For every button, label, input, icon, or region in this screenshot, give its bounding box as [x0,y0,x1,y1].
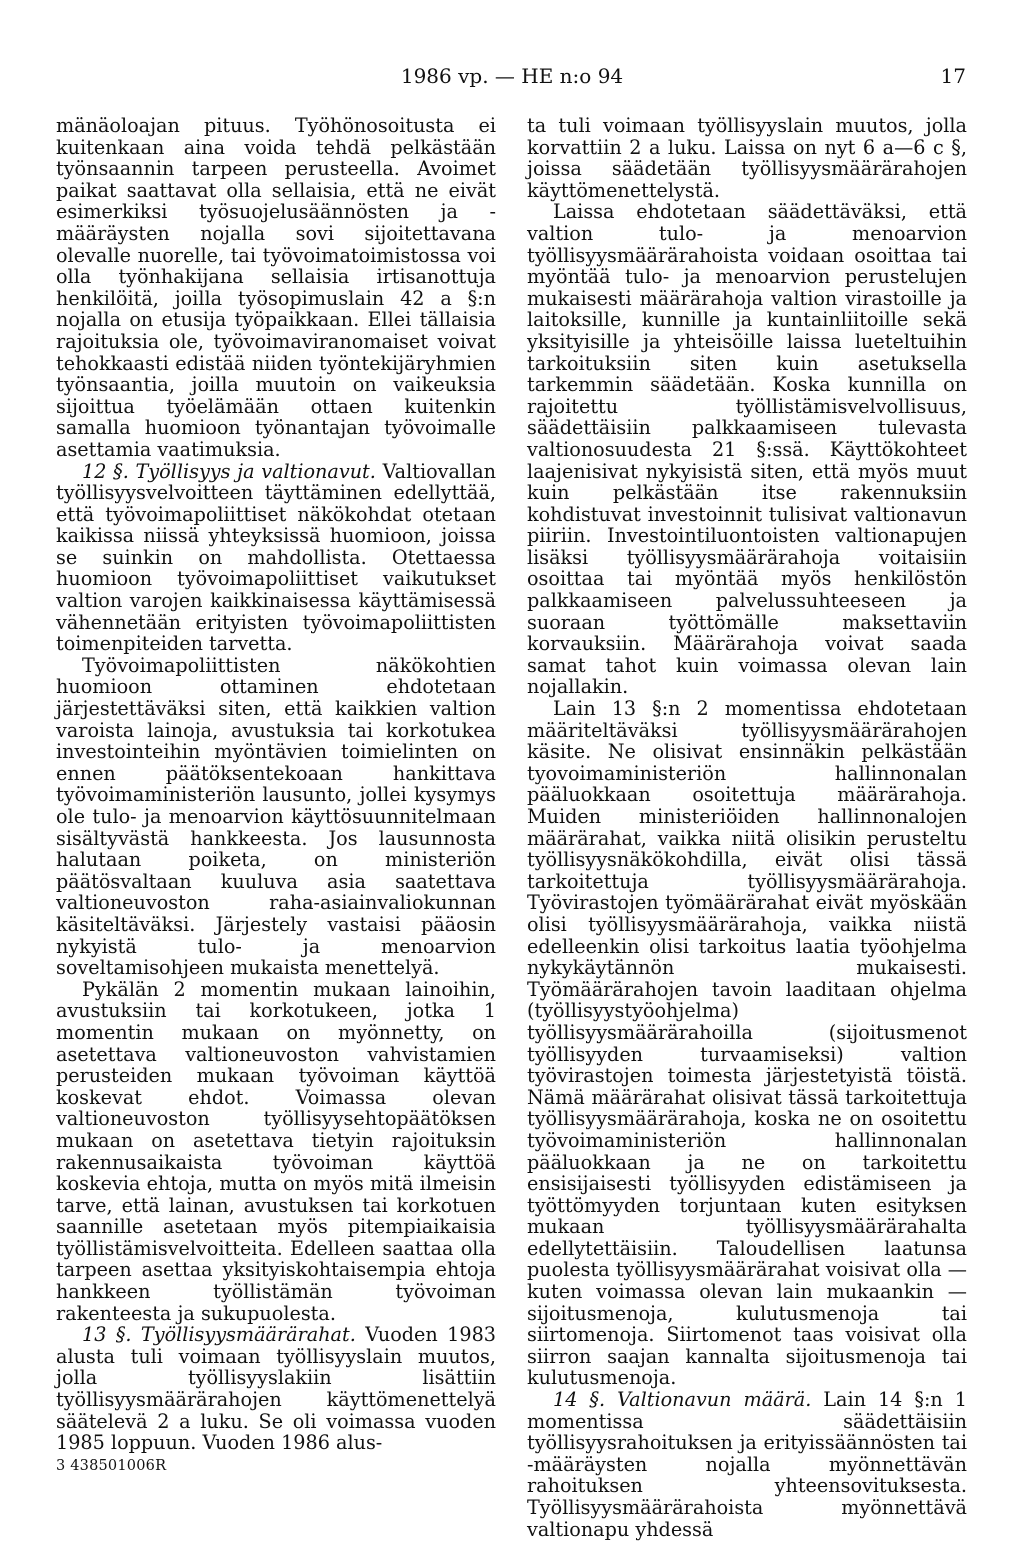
running-title: 1986 vp. — HE n:o 94 [400,64,624,88]
left-column [56,115,496,1454]
paragraph: ta tuli voimaan työllisyyslain muutos, jolla korvattiin 2 a luku. Laissa on nyt 6 a—6 c §, joissa säädetään työllisyysmäärärahojen käyttömenettelystä. [527,114,967,202]
section-14-title: 14 §. Valtionavun määrä. [553,1388,812,1412]
page-number: 17 [940,64,966,88]
paragraph: mänäoloajan pituus. Työhönosoitusta ei kuitenkaan aina voida tehdä pelkästään työnsaannin tarpeen perusteella. Avoimet paikat saattavat olla sellaisia, että ne eivät esimerkiksi työsuojelusäännösten ja -määräysten nojalla sovi sijoitettavana olevalle nuorelle, tai työvoimatoimistossa voi olla työnhakijana sellaisia irtisanottuja henkilöitä, joilla työsopimuslain 42 a §:n nojalla on etusija työpaikkaan. Ellei tällaisia rajoituksia ole, työvoimaviranomaiset voivat tehokkaasti edistää niiden työntekijäryhmien työnsaantia, joilla muutoin on vaikeuksia sijoittua työelämään ottaen kuitenkin samalla huomioon työnantajan työvoimalle asettamia vaatimuksia. [56,114,496,461]
print-code: 3 438501006R [56,1458,167,1474]
section-13-text: Vuoden 1983 alusta tuli voimaan työllisyyslain muutos, jolla työllisyyslakiin lisättiin työllisyysmäärärahojen käyttömenettelyä säätelevä 2 a luku. Se oli voimassa vuoden 1985 loppuun. Vuoden 1986 alus- [56,1323,496,1455]
section-13-title: 13 §. Työllisyysmäärärahat. [82,1323,356,1347]
paragraph: Lain 13 §:n 2 momentissa ehdotetaan määriteltäväksi työllisyysmäärärahojen käsite. Ne olisivat ensinnäkin pelkästään tyovoimaministeriön hallinnonalan pääluokkaan osoitettuja määrärahoja. Muiden ministeriöiden hallinnonalojen määrärahat, vaikka niitä olisikin perusteltu työllisyysnäkökohdilla, eivät olisi tässä tarkoitettuja työllisyysmäärärahoja. Työvirastojen työmäärärahat eivät myöskään olisi työllisyysmäärärahoja, vaikka niistä edelleenkin olisi tarkoitus laatia työohjelma nykykäytännön mukaisesti. Työmäärärahojen tavoin laaditaan ohjelma (työllisyystyöohjelma) työllisyysmäärärahoilla (sijoitusmenot työllisyyden turvaamiseksi) valtion työvirastojen toimesta järjestetyistä töistä. Nämä määrärahat olisivat tässä tarkoitettuja työllisyysmäärärahoja, koska ne on osoitettu työvoimaministeriön hallinnonalan pääluokkaan ja ne on tarkoitettu ensisijaisesti työllisyyden edistämiseen ja työttömyyden torjuntaan kuten esityksen mukaan työllisyysmäärärahalta edellytettäisiin. Taloudellisen laatunsa puolesta työllisyysmäärärahat voisivat olla — kuten voimassa olevan lain mukaankin — sijoitusmenoja, kulutusmenoja tai siirtomenoja. Siirtomenot taas voisivat olla siirron saajan kannalta sijoitusmenoja tai kulutusmenoja. [527,697,967,1390]
paragraph: Työvoimapoliittisten näkökohtien huomioon ottaminen ehdotetaan järjestettäväksi siten, että kaikkien valtion varoista lainoja, avustuksia tai korkotukea investointeihin myöntävien toimielinten on ennen päätöksentekoaan hankittava työvoimaministeriön lausunto, jollei kysymys ole tulo- ja menoarvion käyttösuunnitelmaan sisältyvästä hankkeesta. Jos lausunnosta halutaan poiketa, on ministeriön päätösvaltaan kuuluva asia saatettava valtioneuvoston raha-asiainvaliokunnan käsiteltäväksi. Järjestely vastaisi pääosin nykyistä tulo- ja menoarvion soveltamisohjeen mukaista menettelyä. [56,653,496,980]
section-13-paragraph [56,1324,496,1454]
section-12-paragraph [56,461,496,655]
right-column [527,115,967,1540]
paragraph: Laissa ehdotetaan säädettäväksi, että valtion tulo- ja menoarvion työllisyysmäärärahoista voidaan osoittaa tai myöntää tulo- ja menoarvion perustelujen mukaisesti määrärahoja valtion virastoille ja laitoksille, kunnille ja kuntainliitoille sekä yksityisille ja yhteisöille laissa lueteltuihin tarkoituksiin siten kuin asetuksella tarkemmin säädetään. Koska kunnilla on rajoitettu työllistämisvelvollisuus, säädettäisiin palkkaamiseen tulevasta valtionosuudesta 21 §:ssä. Käyttökohteet laajenisivat nykyisistä siten, että myös muut kuin pelkästään itse rakennuksiin kohdistuvat investoinnit tulisivat valtionavun piiriin. Investointiluontoisten valtionapujen lisäksi työllisyysmäärärahoja voitaisiin osoittaa tai myöntää myös henkilöstön palkkaamiseen palvelussuhteeseen ja suoraan työttömälle maksettaviin korvauksiin. Määrärahoja voivat saada samat tahot kuin voimassa olevan lain nojallakin. [527,200,967,699]
section-14-text: Lain 14 §:n 1 momentissa säädettäisiin työllisyysrahoituksen ja erityissäännösten tai -määräysten nojalla myönnettävän rahoituksen yhteensovituksesta. Työllisyysmäärärahoista myönnettävä valtionapu yhdessä [527,1388,967,1541]
section-14-paragraph [527,1389,967,1540]
page-header [0,64,1024,94]
section-12-title: 12 §. Työllisyys ja valtionavut. [82,459,376,483]
section-12-text: Valtiovallan työllisyysvelvoitteen täyttäminen edellyttää, että työvoimapoliittiset näkökohdat otetaan kaikissa niissä yhteyksissä huomioon, joissa se suinkin on mahdollista. Otettaessa huomioon työvoimapoliittiset vaikutukset valtion varojen kaikkinaisessa käyttämisessä vähennetään erityisten työvoimapoliittisten toimenpiteiden tarvetta. [56,459,496,656]
paragraph: Pykälän 2 momentin mukaan lainoihin, avustuksiin tai korkotukeen, jotka 1 momentin mukaan on myönnetty, on asetettava valtioneuvoston vahvistamien perusteiden mukaan työvoiman käyttöä koskevat ehdot. Voimassa olevan valtioneuvoston työllisyysehtopäätöksen mukaan on asetettava tietyin rajoituksin rakennusaikaista työvoiman käyttöä koskevia ehtoja, mutta on myös mitä ilmeisin tarve, että lainan, avustuksen tai korkotuen saannille asetetaan myös pitempiaikaisia työllistämisvelvoitteita. Edelleen saattaa olla tarpeen asettaa yksityiskohtaisempia ehtoja hankkeen työllistämän työvoiman rakenteesta ja sukupuolesta. [56,977,496,1325]
